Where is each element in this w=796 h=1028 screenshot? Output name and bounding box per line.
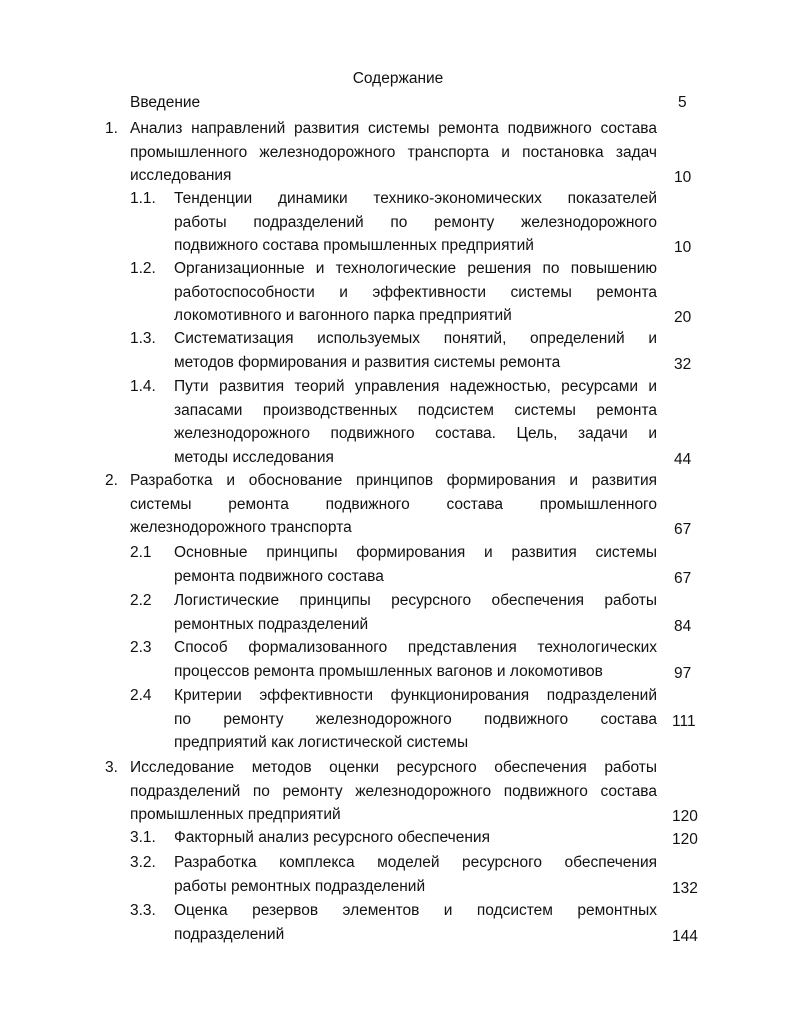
- section-page-number: 10: [674, 239, 692, 257]
- chapter-page-number: 120: [672, 808, 698, 826]
- section-entry: [0, 187, 796, 258]
- intro-page-number: 5: [678, 94, 687, 111]
- section-title-line: Факторный анализ ресурсного обеспечения: [174, 829, 490, 846]
- section-page-number: 20: [674, 309, 692, 327]
- section-title: [174, 187, 657, 258]
- section-title-line: железнодорожного подвижного состава. Цель, задачи и: [174, 425, 657, 443]
- section-title-line: Тенденции динамики технико-экономических показателей: [174, 190, 657, 207]
- chapter-title-line: Анализ направлений развития системы ремонта подвижного состава: [130, 120, 657, 137]
- section-title-line: Разработка комплекса моделей ресурсного обеспечения: [174, 854, 657, 871]
- section-page-number: 120: [672, 831, 698, 848]
- section-title: [174, 684, 657, 755]
- section-page-number: 97: [674, 664, 692, 682]
- section-number: 3.1.: [130, 829, 156, 846]
- section-title: [174, 375, 657, 469]
- section-number: 2.3: [130, 639, 152, 656]
- section-entry: [0, 826, 796, 850]
- section-page-number: 32: [674, 355, 692, 373]
- chapter-page-number: 67: [674, 521, 692, 539]
- section-entry: [0, 589, 796, 636]
- section-title: [174, 327, 657, 374]
- chapter-entry: [0, 756, 796, 827]
- chapter-entry: [0, 117, 796, 188]
- section-title-line: локомотивного и вагонного парка предприятий: [174, 307, 512, 325]
- section-title-line: Организационные и технологические решения по повышению: [174, 260, 657, 277]
- section-page-number: 44: [674, 450, 692, 468]
- chapter-page-number: 10: [674, 169, 692, 187]
- section-title-line: Основные принципы формирования и развития системы: [174, 544, 657, 561]
- section-title-line: ремонта подвижного состава: [174, 567, 384, 585]
- section-title-line: Логистические принципы ресурсного обеспечения работы: [174, 592, 657, 609]
- section-title-line: процессов ремонта промышленных вагонов и локомотивов: [174, 662, 603, 680]
- toc-entry-intro: [0, 91, 796, 115]
- section-entry: [0, 636, 796, 683]
- chapter-title: [130, 117, 657, 188]
- section-entry: [0, 899, 796, 946]
- section-number: 1.1.: [130, 190, 156, 207]
- section-title-line: запасами производственных подсистем системы ремонта: [174, 401, 657, 419]
- section-title-line: ремонтных подразделений: [174, 615, 369, 633]
- section-number: 3.3.: [130, 902, 156, 919]
- intro-label: Введение: [130, 94, 201, 111]
- section-title: [174, 826, 657, 850]
- chapter-title-line: промышленных предприятий: [130, 806, 341, 824]
- section-title-line: работы подразделений по ремонту железнодорожного: [174, 213, 657, 231]
- section-title-line: методов формирования и развития системы ремонта: [174, 353, 561, 371]
- chapter-title-line: подразделений по ремонту железнодорожного подвижного состава: [130, 782, 657, 800]
- chapter-title-line: исследования: [130, 167, 232, 185]
- section-title-line: Пути развития теорий управления надежностью, ресурсами и: [174, 378, 657, 395]
- section-title-line: подразделений: [174, 925, 285, 943]
- section-page-number: 144: [672, 927, 698, 945]
- section-number: 1.3.: [130, 330, 156, 347]
- section-page-number: 111: [672, 712, 696, 730]
- section-title: [174, 851, 657, 898]
- section-title-line: методы исследования: [174, 448, 334, 466]
- section-title-line: работоспособности и эффективности системы ремонта: [174, 283, 657, 301]
- chapter-title-line: железнодорожного транспорта: [130, 519, 352, 537]
- section-number: 2.1: [130, 544, 152, 561]
- section-page-number: 67: [674, 569, 692, 587]
- section-title: [174, 636, 657, 683]
- section-number: 1.2.: [130, 260, 156, 277]
- section-title: [174, 257, 657, 328]
- chapter-title-line: Исследование методов оценки ресурсного обеспечения работы: [130, 759, 657, 776]
- section-title: [174, 899, 657, 946]
- chapter-title: [130, 756, 657, 827]
- section-number: 2.4: [130, 687, 152, 704]
- chapter-number: 3.: [105, 759, 118, 776]
- section-title-line: работы ремонтных подразделений: [174, 877, 426, 895]
- section-title-line: Способ формализованного представления технологических: [174, 639, 657, 656]
- section-title: [174, 541, 657, 588]
- section-number: 1.4.: [130, 378, 156, 395]
- section-title-line: Критерии эффективности функционирования подразделений: [174, 687, 657, 704]
- chapter-entry: [0, 469, 796, 540]
- chapter-title-line: системы ремонта подвижного состава промышленного: [130, 495, 657, 513]
- section-number: 2.2: [130, 592, 152, 609]
- section-title-line: Систематизация используемых понятий, определений и: [174, 330, 657, 347]
- section-page-number: 132: [672, 879, 698, 897]
- section-entry: [0, 375, 796, 469]
- chapter-title-line: Разработка и обоснование принципов формирования и развития: [130, 472, 657, 489]
- chapter-title: [130, 469, 657, 540]
- chapter-number: 2.: [105, 472, 118, 489]
- chapter-title-line: промышленного железнодорожного транспорта и постановка задач: [130, 143, 657, 161]
- section-entry: [0, 327, 796, 374]
- section-number: 3.2.: [130, 854, 156, 871]
- section-title-line: по ремонту железнодорожного подвижного состава: [174, 710, 657, 728]
- section-page-number: 84: [674, 617, 692, 635]
- section-entry: [0, 851, 796, 898]
- section-entry: [0, 684, 796, 755]
- section-title: [174, 589, 657, 636]
- section-title-line: Оценка резервов элементов и подсистем ремонтных: [174, 902, 657, 919]
- chapter-number: 1.: [105, 120, 118, 137]
- section-entry: [0, 541, 796, 588]
- section-title-line: подвижного состава промышленных предприятий: [174, 237, 534, 255]
- page-title: Содержание: [352, 70, 444, 87]
- section-entry: [0, 257, 796, 328]
- section-title-line: предприятий как логистической системы: [174, 734, 469, 752]
